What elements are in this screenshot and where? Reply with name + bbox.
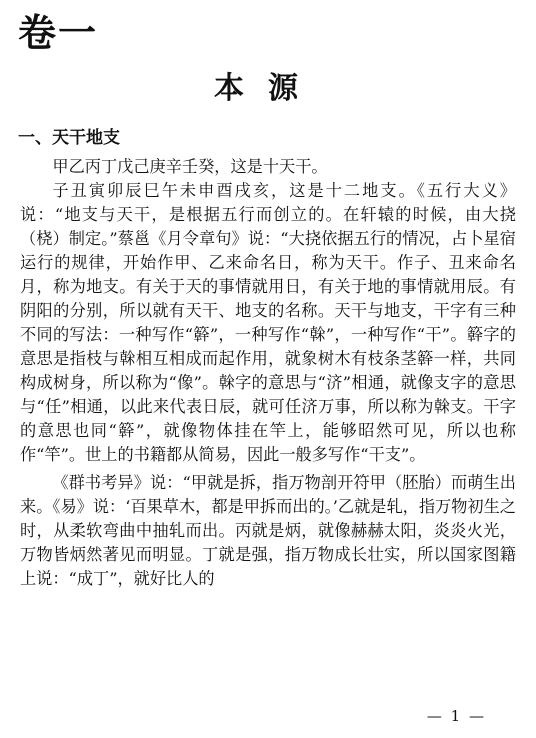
section-title: 一、天干地支 — [18, 128, 120, 148]
body-text — [20, 155, 516, 591]
chapter-title: 本源 — [214, 71, 322, 106]
paragraph: 甲乙丙丁戊己庚辛壬癸，这是十天干。 — [52, 157, 328, 176]
volume-heading: 卷一 — [18, 11, 99, 55]
paragraph: 子丑寅卯辰巳午未申酉戌亥，这是十二地支。《五行大义》说：“地支与天干，是根据五行而创立的。在轩辕的时候，由大挠（桡）制定。”蔡邕《月令章句》说：“大挠依据五行的情况，占卜星宿运行的规律，开始作甲、乙来命名日，称为天干。作子、丑来命名月，称为地支。有关于天的事情就用日，有关于地的事情就用辰。有阴阳的分别，所以就有天干、地支的名称。天干与地支，干字有三种不同的写法：一种写作“簳”，一种写作“榦”，一种写作“干”。簳字的意思是指枝与榦相互相成而起作用，就象树木有枝条茎簳一样，共同构成树身，所以称为“像”。榦字的意思与“济”相通，就像支字的意思与“任”相通，以此来代表日辰，就可任济万事，所以称为榦支。干字的意思也同“簳”，就像物体挂在竿上，能够昭然可见，所以也称作“竿”。世上的书籍都从简易，因此一般多写作“干支”。 — [20, 181, 516, 464]
paragraph: 《群书考异》说：“甲就是拆，指万物剖开符甲（胚胎）而萌生出来。《易》说：‘百果草木，都是甲拆而出的。’乙就是轧，指万物初生之时，从柔软弯曲中抽轧而出。丙就是炳，就像赫赫太阳，炎炎火光，万物皆炳然著见而明显。丁就是强，指万物成长壮实，所以国家图籍上说：“成丁”，就好比人的 — [20, 473, 516, 588]
page-number: — 1 — — [426, 707, 486, 725]
